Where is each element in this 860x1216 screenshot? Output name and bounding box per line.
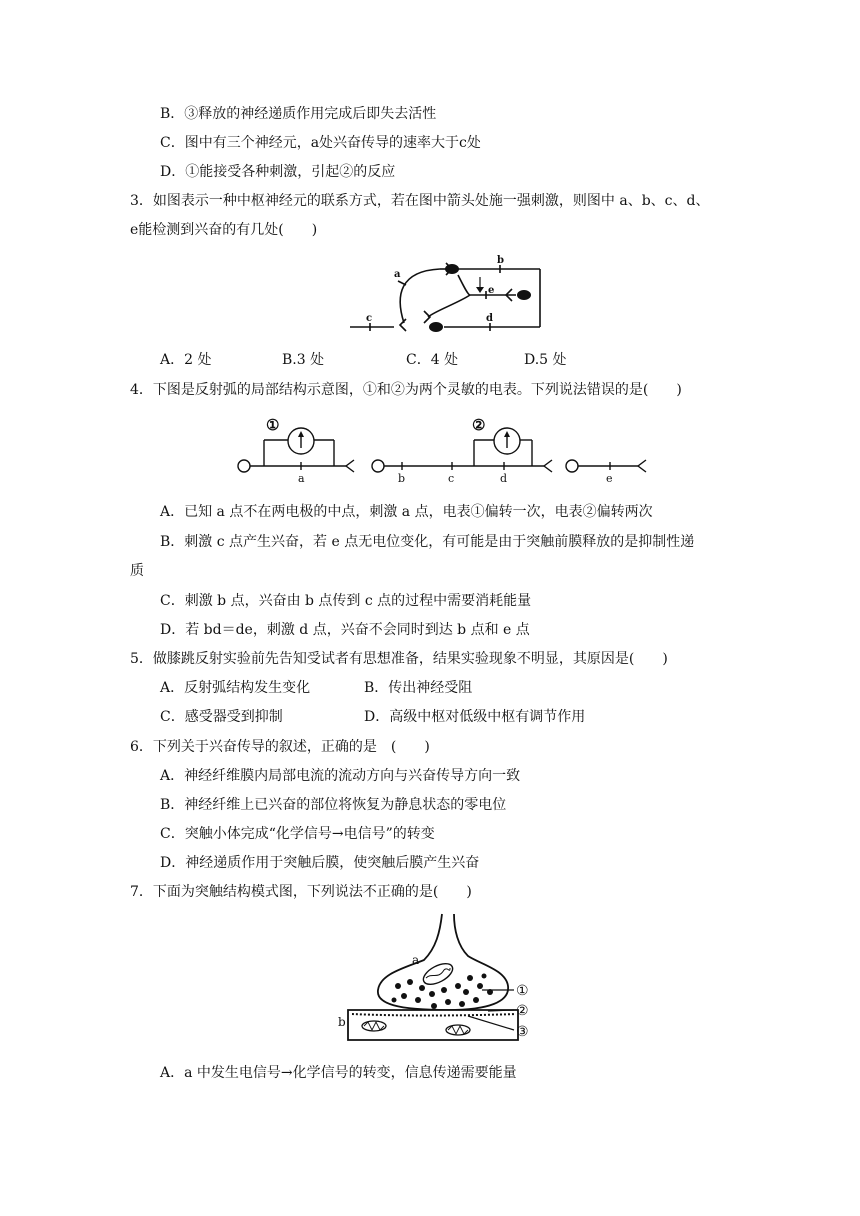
q4-meter1-label: ① <box>266 416 280 434</box>
q6-option-d: D．神经递质作用于突触后膜，使突触后膜产生兴奋 <box>160 855 480 871</box>
q3-label-c: c <box>366 313 373 324</box>
q2-option-c: C．图中有三个神经元，a处兴奋传导的速率大于c处 <box>160 135 481 151</box>
q3-option-c: C．4 处 <box>406 352 459 368</box>
q5-option-a: A．反射弧结构发生变化 <box>160 680 311 696</box>
q7-synapse-figure <box>338 912 558 1048</box>
q3-option-d: D.5 处 <box>524 352 567 368</box>
q4-label-e: e <box>606 472 613 484</box>
q7-label-3: ③ <box>516 1024 529 1040</box>
q7-label-a: a <box>412 953 420 967</box>
q5-option-d: D．高级中枢对低级中枢有调节作用 <box>364 709 586 725</box>
q3-stem-line1: 3．如图表示一种中枢神经元的联系方式，若在图中箭头处施一强刺激，则图中 a、b、c、d、 <box>130 193 710 209</box>
q4-label-d: d <box>500 472 508 484</box>
q4-meter2-label: ② <box>472 416 486 434</box>
q4-option-b-line1: B．刺激 c 点产生兴奋，若 e 点无电位变化，有可能是由于突触前膜释放的是抑制性递 <box>160 534 695 550</box>
q6-stem: 6．下列关于兴奋传导的叙述，正确的是 ( ) <box>130 739 430 755</box>
q6-option-c: C．突触小体完成“化学信号→电信号”的转变 <box>160 826 435 842</box>
q4-option-d: D．若 bd＝de，刺激 d 点，兴奋不会同时到达 b 点和 e 点 <box>160 622 530 638</box>
q7-label-b: b <box>338 1015 346 1029</box>
q4-option-b-line2: 质 <box>130 563 144 579</box>
q4-option-c: C．刺激 b 点，兴奋由 b 点传到 c 点的过程中需要消耗能量 <box>160 593 532 609</box>
q7-stem: 7．下面为突触结构模式图，下列说法不正确的是( ) <box>130 884 472 900</box>
q4-label-a: a <box>298 472 305 484</box>
q4-stem: 4．下图是反射弧的局部结构示意图，①和②为两个灵敏的电表。下列说法错误的是( ) <box>130 382 682 398</box>
q7-option-a: A．a 中发生电信号→化学信号的转变，信息传递需要能量 <box>160 1065 517 1081</box>
q5-option-b: B．传出神经受阻 <box>364 680 473 696</box>
q3-option-b: B.3 处 <box>282 352 325 368</box>
q3-neuron-circuit-figure <box>340 255 560 343</box>
q4-reflex-arc-figure <box>228 414 658 484</box>
q4-label-b: b <box>398 472 406 484</box>
q5-option-c: C．感受器受到抑制 <box>160 709 283 725</box>
q3-label-e: e <box>488 285 495 296</box>
q3-label-d: d <box>486 313 493 324</box>
q4-option-a: A．已知 a 点不在两电极的中点，刺激 a 点，电表①偏转一次，电表②偏转两次 <box>160 504 653 520</box>
q6-option-a: A．神经纤维膜内局部电流的流动方向与兴奋传导方向一致 <box>160 768 521 784</box>
q3-stem-line2: e能检测到兴奋的有几处( ) <box>130 222 318 238</box>
q7-label-1: ① <box>516 983 529 999</box>
q2-option-d: D．①能接受各种刺激，引起②的反应 <box>160 164 396 180</box>
q4-label-c: c <box>448 472 455 484</box>
q3-label-b: b <box>497 255 504 266</box>
q7-label-2: ② <box>516 1003 529 1019</box>
q3-option-a: A．2 处 <box>160 352 212 368</box>
q3-label-a: a <box>394 269 401 280</box>
q5-stem: 5．做膝跳反射实验前先告知受试者有思想准备，结果实验现象不明显，其原因是( ) <box>130 651 668 667</box>
q2-option-b: B．③释放的神经递质作用完成后即失去活性 <box>160 106 437 122</box>
q6-option-b: B．神经纤维上已兴奋的部位将恢复为静息状态的零电位 <box>160 797 507 813</box>
